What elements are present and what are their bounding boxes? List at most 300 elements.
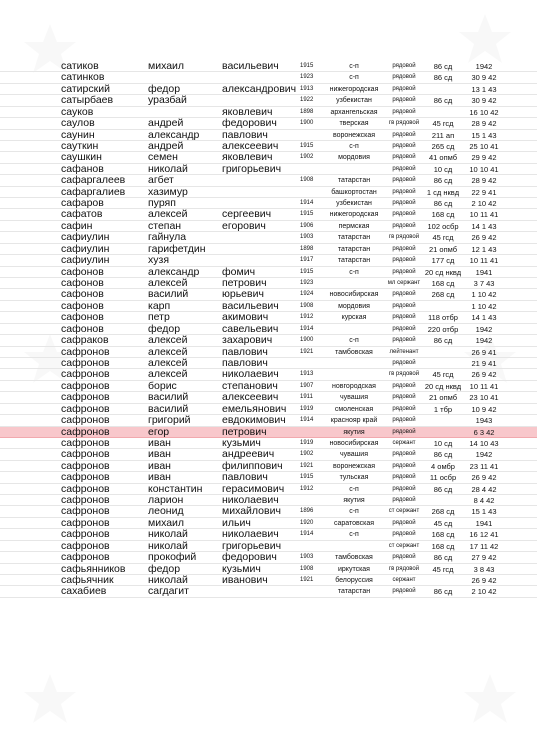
first-name: уразбай xyxy=(148,94,187,107)
rank: рядовой xyxy=(392,588,416,595)
rank: рядовой xyxy=(392,291,416,298)
unit: 1 тбр xyxy=(433,404,453,414)
region: воронежская xyxy=(332,131,376,139)
patronymic: кузьмич xyxy=(222,562,261,575)
date: 17 11 42 xyxy=(469,541,499,551)
first-name: василий xyxy=(148,402,189,415)
patronymic: петрович xyxy=(222,277,267,290)
rank: рядовой xyxy=(392,485,416,492)
birth-year: 1919 xyxy=(300,405,314,412)
patronymic: евдокимович xyxy=(222,414,286,427)
first-name: карп xyxy=(148,299,171,312)
last-name: сафронов xyxy=(61,528,110,541)
last-name: сафонов xyxy=(61,288,104,301)
last-name: сафатов xyxy=(61,208,103,221)
birth-year: 1915 xyxy=(300,63,314,69)
first-name: алексей xyxy=(148,356,188,369)
last-name: сатырбаев xyxy=(61,94,114,107)
region: мордовия xyxy=(338,154,370,162)
first-name: сагдагит xyxy=(148,585,189,598)
birth-year: 1900 xyxy=(300,337,314,344)
first-name: борис xyxy=(148,379,177,392)
first-name: николай xyxy=(148,162,188,175)
rank: рядовой xyxy=(392,74,416,81)
last-name: сафронов xyxy=(61,368,110,381)
rank: ст сержант xyxy=(388,508,420,515)
patronymic: савельевич xyxy=(222,322,279,335)
region: курская xyxy=(341,314,367,322)
region: татарстан xyxy=(337,234,371,242)
patronymic: николаевич xyxy=(222,528,279,541)
unit: 21 опмб xyxy=(428,244,458,254)
rank: рядовой xyxy=(392,188,416,195)
rank: рядовой xyxy=(392,314,416,321)
unit: 45 гсд xyxy=(432,119,454,129)
region: чувашия xyxy=(340,451,368,459)
unit: 1 сд нквд xyxy=(426,187,460,197)
rank: рядовой xyxy=(392,268,416,275)
record-row xyxy=(0,175,537,186)
first-name: пуряп xyxy=(148,197,176,210)
patronymic: сергеевич xyxy=(222,208,272,221)
birth-year: 1900 xyxy=(300,120,314,127)
rank: рядовой xyxy=(392,451,416,458)
date: 2 10 42 xyxy=(471,587,497,597)
unit: 268 сд xyxy=(431,290,455,300)
birth-year: 1898 xyxy=(300,108,314,115)
first-name: александр xyxy=(148,128,200,141)
region: с-п xyxy=(349,337,359,345)
patronymic: васильевич xyxy=(222,299,279,312)
date: 10 10 41 xyxy=(469,164,499,174)
birth-year: 1921 xyxy=(300,348,314,355)
date: 26 9 42 xyxy=(471,233,497,243)
last-name: саунин xyxy=(61,128,95,141)
first-name: федор xyxy=(148,562,181,575)
first-name: прокофий xyxy=(148,551,197,564)
patronymic: алексеевич xyxy=(222,391,279,404)
birth-year: 1908 xyxy=(300,302,314,309)
first-name: агбет xyxy=(148,174,174,187)
patronymic: егорович xyxy=(222,219,266,232)
region: воронежская xyxy=(332,462,376,470)
record-row xyxy=(0,472,537,483)
birth-year: 1912 xyxy=(300,314,314,321)
unit: 21 опмб xyxy=(428,393,458,403)
last-name: сафиулин xyxy=(61,242,110,255)
unit: 20 сд нквд xyxy=(424,381,462,391)
record-row xyxy=(0,312,537,323)
birth-year: 1902 xyxy=(300,154,314,161)
rank: рядовой xyxy=(392,222,416,229)
patronymic: николаевич xyxy=(222,494,279,507)
region: новосибирская xyxy=(329,439,379,447)
first-name: иван xyxy=(148,471,171,484)
date: 1943 xyxy=(475,416,493,426)
birth-year: 1921 xyxy=(300,462,314,469)
record-row xyxy=(0,255,537,266)
last-name: сахабиев xyxy=(61,585,107,598)
record-row xyxy=(0,529,537,540)
record-row xyxy=(0,118,537,129)
region: татарстан xyxy=(337,245,371,253)
patronymic: павлович xyxy=(222,128,268,141)
record-row xyxy=(0,392,537,403)
region: нижегородская xyxy=(329,85,379,93)
first-name: семен xyxy=(148,151,178,164)
region: якутия xyxy=(343,497,365,505)
birth-year: 1914 xyxy=(300,200,314,207)
birth-year: 1908 xyxy=(300,565,314,572)
last-name: сафронов xyxy=(61,379,110,392)
rank: рядовой xyxy=(392,554,416,561)
date: 12 1 43 xyxy=(471,244,497,254)
unit: 268 сд xyxy=(431,507,455,517)
region: тамбовская xyxy=(335,348,373,356)
date: 15 1 43 xyxy=(471,507,497,517)
star-watermark-icon xyxy=(20,670,80,730)
last-name: сафаргалиев xyxy=(61,185,126,198)
patronymic: васильевич xyxy=(222,60,279,72)
birth-year: 1902 xyxy=(300,451,314,458)
date: 13 1 43 xyxy=(471,84,497,94)
first-name: гарифетдин xyxy=(148,242,206,255)
rank: рядовой xyxy=(392,394,416,401)
last-name: сафраков xyxy=(61,334,109,347)
last-name: сафиулин xyxy=(61,254,110,267)
region: с-п xyxy=(349,142,359,150)
rank: ст сержант xyxy=(388,542,420,549)
unit: 45 гсд xyxy=(432,564,454,574)
rank: рядовой xyxy=(392,245,416,252)
rank: рядовой xyxy=(392,337,416,344)
last-name: сатирский xyxy=(61,82,110,95)
region: новгородская xyxy=(332,382,376,390)
rank: рядовой xyxy=(392,474,416,481)
rank: сержант xyxy=(392,576,416,583)
region: с-п xyxy=(349,268,359,276)
rank: рядовой xyxy=(392,382,416,389)
patronymic: павлович xyxy=(222,356,268,369)
first-name: николай xyxy=(148,539,188,552)
region: архангельская xyxy=(330,108,378,116)
birth-year: 1914 xyxy=(300,531,314,538)
birth-year: 1903 xyxy=(300,234,314,241)
region: краснояр край xyxy=(330,417,378,425)
birth-year: 1915 xyxy=(300,211,314,218)
date: 1 10 42 xyxy=(471,290,497,300)
unit: 86 сд xyxy=(433,62,453,71)
last-name: сафронов xyxy=(61,436,110,449)
patronymic: андреевич xyxy=(222,448,275,461)
last-name: сафин xyxy=(61,219,93,232)
date: 10 9 42 xyxy=(471,404,497,414)
first-name: егор xyxy=(148,425,170,438)
rank: рядовой xyxy=(392,154,416,161)
date: 26 9 42 xyxy=(471,575,497,585)
unit: 4 омбр xyxy=(431,461,455,471)
rank: рядовой xyxy=(392,257,416,264)
rank: гв рядовой xyxy=(388,565,420,572)
date: 2 10 42 xyxy=(471,199,497,209)
records-list xyxy=(0,61,537,598)
birth-year: 1912 xyxy=(300,485,314,492)
patronymic: ильич xyxy=(222,516,251,529)
last-name: сафронов xyxy=(61,482,110,495)
last-name: сафонов xyxy=(61,277,104,290)
patronymic: григорьевич xyxy=(222,539,282,552)
first-name: федор xyxy=(148,322,181,335)
patronymic: федорович xyxy=(222,117,277,130)
date: 30 9 42 xyxy=(471,96,497,106)
rank: рядовой xyxy=(392,359,416,366)
first-name: алексей xyxy=(148,368,188,381)
rank: рядовой xyxy=(392,519,416,526)
first-name: константин xyxy=(148,482,203,495)
region: татарстан xyxy=(337,588,371,596)
unit: 41 опмб xyxy=(428,153,458,163)
region: с-п xyxy=(349,63,359,70)
first-name: алексей xyxy=(148,334,188,347)
region: иркутская xyxy=(338,565,370,573)
date: 10 11 41 xyxy=(469,256,499,266)
date: 1942 xyxy=(475,450,493,460)
region: узбекистан xyxy=(336,97,372,105)
date: 1 10 42 xyxy=(471,301,497,311)
date: 28 9 42 xyxy=(471,119,497,129)
last-name: сауткин xyxy=(61,139,99,152)
patronymic: федорович xyxy=(222,551,277,564)
unit: 86 сд xyxy=(433,553,453,563)
last-name: сафронов xyxy=(61,505,110,518)
last-name: сафронов xyxy=(61,459,110,472)
record-row xyxy=(0,415,537,426)
patronymic: акимович xyxy=(222,311,269,324)
patronymic: иванович xyxy=(222,573,268,586)
unit: 86 сд xyxy=(433,336,453,346)
date: 1941 xyxy=(475,267,493,277)
date: 21 9 41 xyxy=(471,358,497,368)
date: 1941 xyxy=(475,518,493,528)
date: 14 10 43 xyxy=(469,438,499,448)
unit: 220 отбр xyxy=(427,324,459,334)
rank: гв рядовой xyxy=(388,234,420,241)
last-name: сафьянников xyxy=(61,562,126,575)
first-name: леонид xyxy=(148,505,184,518)
unit: 177 сд xyxy=(431,256,455,266)
last-name: сатинков xyxy=(61,71,105,84)
first-name: михаил xyxy=(148,516,185,529)
first-name: хузя xyxy=(148,254,169,267)
date: 10 11 41 xyxy=(469,210,499,220)
record-row xyxy=(0,95,537,106)
rank: рядовой xyxy=(392,462,416,469)
birth-year: 1924 xyxy=(300,291,314,298)
region: тамбовская xyxy=(335,554,373,562)
first-name: ларион xyxy=(148,494,184,507)
unit: 118 отбр xyxy=(428,313,458,323)
region: с-п xyxy=(349,485,359,493)
date: 10 11 41 xyxy=(469,381,499,391)
birth-year: 1903 xyxy=(300,554,314,561)
unit: 45 сд xyxy=(433,518,453,528)
date: 1942 xyxy=(475,324,493,334)
patronymic: филиппович xyxy=(222,459,283,472)
unit: 45 гсд xyxy=(432,233,454,243)
rank: рядовой xyxy=(392,405,416,412)
patronymic: юрьевич xyxy=(222,288,264,301)
rank: рядовой xyxy=(392,108,416,115)
last-name: сафонов xyxy=(61,265,104,278)
unit: 10 сд xyxy=(433,164,453,174)
first-name: алексей xyxy=(148,345,188,358)
region: с-п xyxy=(349,531,359,539)
unit: 211 ап xyxy=(431,130,455,140)
last-name: сафронов xyxy=(61,551,110,564)
first-name: михаил xyxy=(148,60,185,72)
region: якутия xyxy=(343,428,365,436)
patronymic: степанович xyxy=(222,379,278,392)
record-row xyxy=(0,335,537,346)
rank: рядовой xyxy=(392,131,416,138)
birth-year: 1923 xyxy=(300,280,314,287)
unit: 168 сд xyxy=(431,530,455,540)
last-name: сатиков xyxy=(61,60,99,72)
date: 3 8 43 xyxy=(473,564,495,574)
unit: 86 сд xyxy=(433,73,453,83)
birth-year: 1923 xyxy=(300,74,314,81)
patronymic: григорьевич xyxy=(222,162,282,175)
date: 16 12 41 xyxy=(469,530,499,540)
date: 22 9 41 xyxy=(471,187,497,197)
last-name: сафаргалеев xyxy=(61,174,126,187)
patronymic: кузьмич xyxy=(222,436,261,449)
birth-year: 1906 xyxy=(300,222,314,229)
first-name: иван xyxy=(148,459,171,472)
last-name: сафронов xyxy=(61,391,110,404)
patronymic: захарович xyxy=(222,334,273,347)
birth-year: 1915 xyxy=(300,474,314,481)
region: мордовия xyxy=(338,302,370,310)
patronymic: яковлевич xyxy=(222,105,273,118)
birth-year: 1898 xyxy=(300,245,314,252)
last-name: сафронов xyxy=(61,402,110,415)
date: 23 11 41 xyxy=(469,461,499,471)
first-name: алексей xyxy=(148,277,188,290)
rank: лейтенант xyxy=(389,348,419,355)
patronymic: павлович xyxy=(222,345,268,358)
patronymic: емельянович xyxy=(222,402,287,415)
region: нижегородская xyxy=(329,211,379,219)
last-name: сафронов xyxy=(61,414,110,427)
rank: рядовой xyxy=(392,417,416,424)
patronymic: фомич xyxy=(222,265,256,278)
date: 15 1 43 xyxy=(471,130,497,140)
date: 23 10 41 xyxy=(469,393,499,403)
last-name: сафьячник xyxy=(61,573,114,586)
birth-year: 1920 xyxy=(300,519,314,526)
unit: 86 сд xyxy=(433,96,453,106)
rank: рядовой xyxy=(392,302,416,309)
last-name: сафронов xyxy=(61,471,110,484)
first-name: хазимур xyxy=(148,185,188,198)
date: 28 9 42 xyxy=(471,176,497,186)
last-name: сафанов xyxy=(61,162,104,175)
date: 6 3 42 xyxy=(473,427,495,437)
patronymic: николаевич xyxy=(222,368,279,381)
date: 25 10 41 xyxy=(469,141,499,151)
last-name: сафронов xyxy=(61,539,110,552)
star-watermark-icon xyxy=(460,670,520,730)
last-name: сауков xyxy=(61,105,94,118)
rank: рядовой xyxy=(392,200,416,207)
date: 26 9 42 xyxy=(471,370,497,380)
date: 30 9 42 xyxy=(471,73,497,83)
rank: гв рядовой xyxy=(388,371,420,378)
patronymic: александрович xyxy=(222,82,297,95)
patronymic: петрович xyxy=(222,425,267,438)
first-name: гайнула xyxy=(148,231,187,244)
region: с-п xyxy=(349,508,359,516)
last-name: сафронов xyxy=(61,516,110,529)
first-name: александр xyxy=(148,265,200,278)
region: татарстан xyxy=(337,177,371,185)
birth-year: 1917 xyxy=(300,257,314,264)
date: 26 9 41 xyxy=(471,347,497,357)
date: 8 4 42 xyxy=(473,496,495,506)
first-name: григорий xyxy=(148,414,191,427)
last-name: сафонов xyxy=(61,322,104,335)
birth-year: 1908 xyxy=(300,177,314,184)
patronymic: яковлевич xyxy=(222,151,273,164)
birth-year: 1922 xyxy=(300,97,314,104)
patronymic: михайлович xyxy=(222,505,281,518)
birth-year: 1914 xyxy=(300,325,314,332)
date: 1942 xyxy=(475,62,493,71)
unit: 168 сд xyxy=(431,210,455,220)
patronymic: герасимович xyxy=(222,482,285,495)
first-name: петр xyxy=(148,311,170,324)
unit: 86 сд xyxy=(433,484,453,494)
birth-year: 1913 xyxy=(300,371,314,378)
rank: мл сержант xyxy=(387,280,421,287)
birth-year: 1911 xyxy=(300,394,313,401)
birth-year: 1915 xyxy=(300,268,314,275)
unit: 86 сд xyxy=(433,587,453,597)
birth-year: 1914 xyxy=(300,417,314,424)
rank: рядовой xyxy=(392,428,416,435)
first-name: алексей xyxy=(148,208,188,221)
date: 1942 xyxy=(475,336,493,346)
last-name: сафронов xyxy=(61,356,110,369)
date: 26 9 42 xyxy=(471,473,497,483)
date: 14 1 43 xyxy=(471,313,497,323)
birth-year: 1907 xyxy=(300,382,314,389)
region: новосибирская xyxy=(329,291,379,299)
date: 29 9 42 xyxy=(471,153,497,163)
record-row xyxy=(0,586,537,597)
rank: рядовой xyxy=(392,165,416,172)
last-name: сафронов xyxy=(61,425,110,438)
first-name: иван xyxy=(148,436,171,449)
region: тверская xyxy=(339,120,369,128)
rank: рядовой xyxy=(392,177,416,184)
last-name: сафонов xyxy=(61,299,104,312)
unit: 265 сд xyxy=(431,141,455,151)
rank: рядовой xyxy=(392,531,416,538)
region: татарстан xyxy=(337,257,371,265)
last-name: сафаров xyxy=(61,197,104,210)
